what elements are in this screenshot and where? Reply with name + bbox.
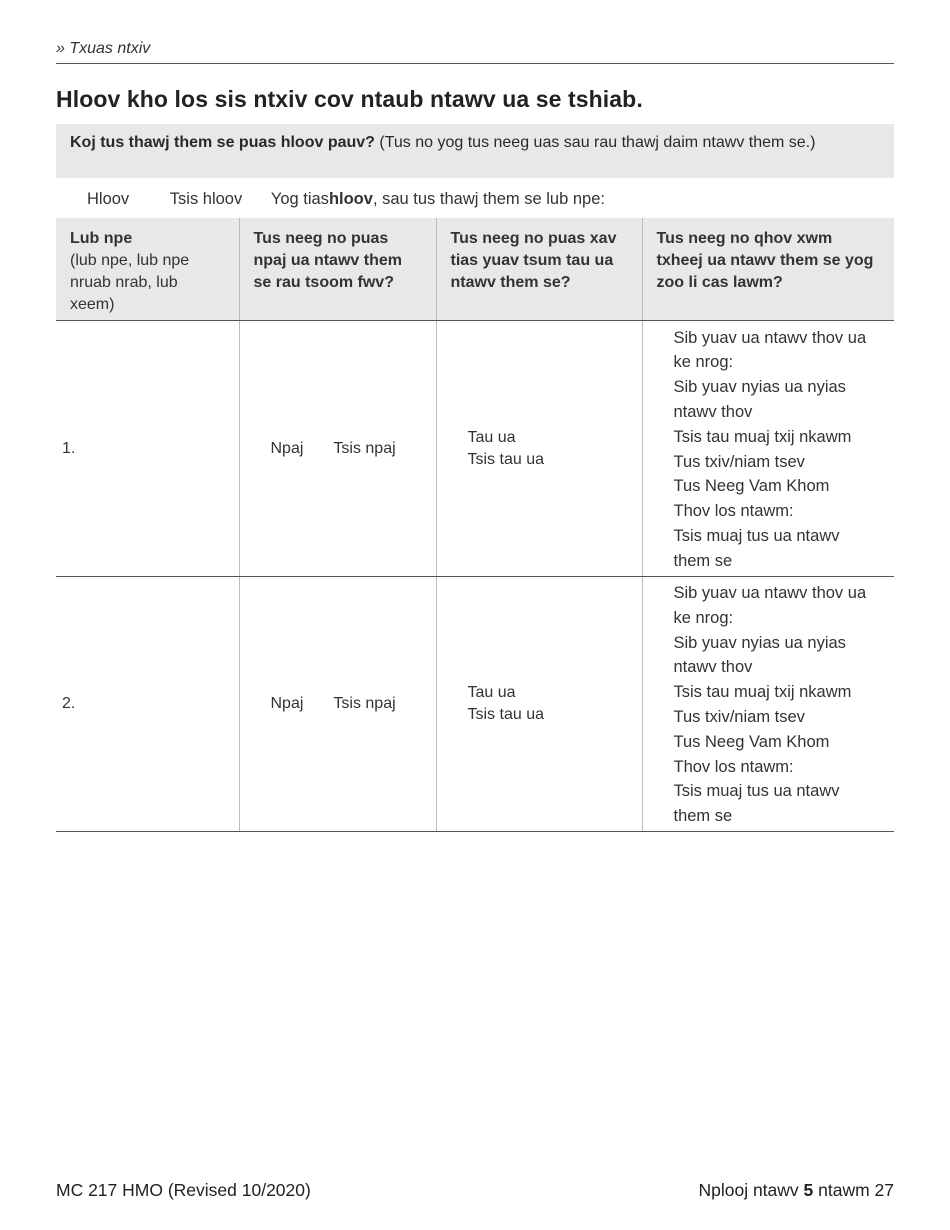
expected-to-file-cell <box>436 321 642 577</box>
status-option-joint[interactable]: Sib yuav ua ntawv thov ua ke nrog: <box>673 328 867 372</box>
header-plan-to-file <box>239 218 436 321</box>
name-prompt <box>271 190 605 209</box>
status-option-non-filer[interactable]: Tsis muaj tus ua ntawv them se <box>673 526 840 570</box>
header-filing-status <box>642 218 894 321</box>
expect-no-option[interactable]: Tsis tau ua <box>467 706 544 723</box>
status-option-dependent[interactable]: Tus Neeg Vam Khom <box>673 477 830 496</box>
plan-to-file-cell <box>239 321 436 577</box>
option-yes-change[interactable]: Hloov <box>87 190 130 208</box>
breadcrumb: » Txuas ntxiv <box>56 40 151 57</box>
table-header-row <box>56 218 894 321</box>
header-name-note: (lub npe, lub npe nruab nrab, lub xeem) <box>70 252 190 313</box>
question-box <box>56 124 894 178</box>
name-prompt-pre: Yog tias <box>270 190 329 208</box>
expect-yes-option[interactable]: Tau ua <box>467 428 516 446</box>
plan-no-option[interactable]: Tsis npaj <box>333 695 396 712</box>
filing-status-cell <box>642 577 894 832</box>
status-option-separate[interactable]: Sib yuav nyias ua nyias ntawv thov <box>673 633 846 677</box>
status-option-single[interactable]: Tsis tau muaj txij nkawm <box>673 427 852 446</box>
header-filing-status-text: Tus neeg no qhov xwm txheej ua ntawv them se yog zoo li cas lawm? <box>656 230 874 291</box>
status-option-head-of-household[interactable]: Tus txiv/niam tsev <box>673 452 805 471</box>
page-number-post: ntawm 27 <box>813 1180 894 1200</box>
expect-yes-option[interactable]: Tau ua <box>467 684 516 701</box>
status-option-dependent[interactable]: Tus Neeg Vam Khom <box>673 732 830 751</box>
status-option-separate[interactable]: Sib yuav nyias ua nyias ntawv thov <box>673 378 846 421</box>
header-plan-to-file-text: Tus neeg no puas npaj ua ntawv them se rau tsoom fwv? <box>253 230 402 291</box>
form-page <box>56 0 894 1230</box>
question-text: Koj tus thawj them se puas hloov pauv? <box>70 134 375 151</box>
table-row <box>56 321 894 577</box>
status-option-non-filer[interactable]: Tsis muaj tus ua ntawv them se <box>673 782 840 826</box>
row-number[interactable]: 2. <box>56 577 239 832</box>
name-prompt-post: , sau tus thawj them se lub npe: <box>372 190 605 208</box>
status-option-single[interactable]: Tsis tau muaj txij nkawm <box>673 683 852 702</box>
filing-status-cell <box>642 321 894 577</box>
plan-to-file-cell <box>239 577 436 832</box>
page-title: Hloov kho los sis ntxiv cov ntaub ntawv ua se tshiab. <box>56 86 643 112</box>
table-row <box>56 577 894 832</box>
status-option-head-of-household[interactable]: Tus txiv/niam tsev <box>673 708 805 726</box>
header-expected-to-file-text: Tus neeg no puas xav tias yuav tsum tau ua ntawv them se? <box>450 230 617 291</box>
plan-no-option[interactable]: Tsis npaj <box>333 439 396 457</box>
page-number-current: 5 <box>803 1180 814 1200</box>
change-choice-line <box>87 190 605 209</box>
plan-yes-option[interactable]: Npaj <box>270 439 304 457</box>
expect-no-option[interactable]: Tsis tau ua <box>467 450 544 468</box>
header-name-bold: Lub npe <box>70 230 133 247</box>
status-option-claimed-by[interactable]: Thov los ntawm: <box>673 757 794 776</box>
header-name <box>56 218 239 321</box>
expected-to-file-cell <box>436 577 642 832</box>
row-number[interactable]: 1. <box>56 321 239 577</box>
status-option-claimed-by[interactable]: Thov los ntawm: <box>673 502 794 521</box>
status-option-joint[interactable]: Sib yuav ua ntawv thov ua ke nrog: <box>673 584 867 627</box>
plan-yes-option[interactable]: Npaj <box>270 695 304 712</box>
option-no-change[interactable]: Tsis hloov <box>169 190 243 208</box>
form-id: MC 217 HMO (Revised 10/2020) <box>56 1180 311 1200</box>
header-divider <box>56 63 894 64</box>
tax-filer-table <box>56 218 894 832</box>
header-expected-to-file <box>436 218 642 321</box>
question-note: (Tus no yog tus neeg uas sau rau thawj daim ntawv them se.) <box>374 134 816 151</box>
name-prompt-bold: hloov <box>328 190 373 208</box>
page-number <box>698 1180 894 1201</box>
page-number-pre: Nplooj ntawv <box>698 1180 804 1200</box>
